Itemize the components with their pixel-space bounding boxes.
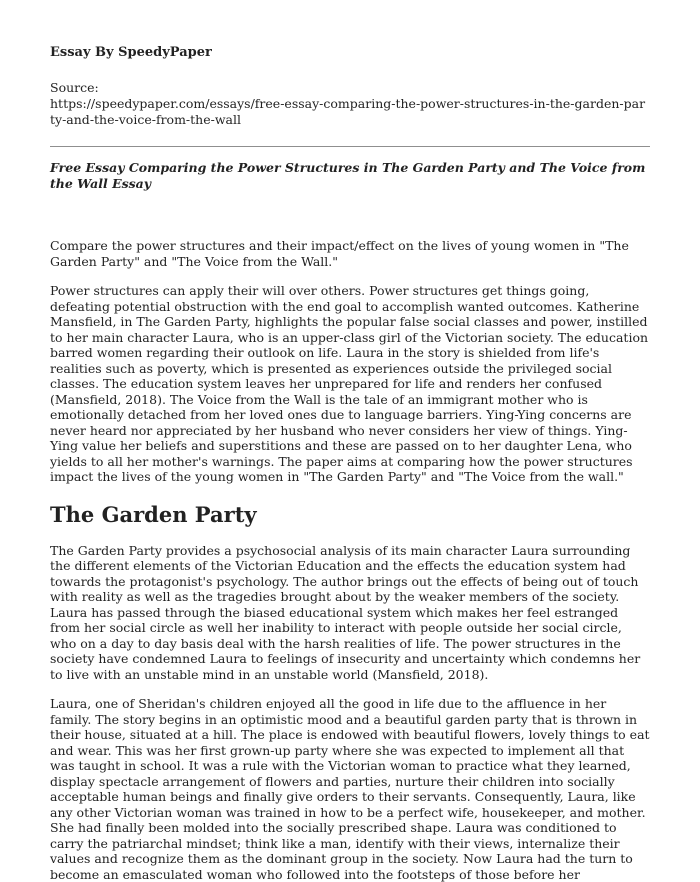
intro-paragraph: Power structures can apply their will over others. Power structures get things going, defeating potential obstruction with the end goal to accomplish wanted outcomes. Katherine Mansfield, in The Garden Party, highlights the popular false social classes and power, instilled to her main character Laura, who is an upper-class girl of the Victorian society. The education barred women regarding their outlook on life. Laura in the story is shielded from life's realities such as poverty, which is presented as experiences outside the privileged social classes. The education system leaves her unprepared for life and renders her confused (Mansfield, 2018). The Voice from the Wall is the tale of an immigrant mother who is emotionally detached from her loved ones due to language barriers. Ying-Ying concerns are never heard nor appreciated by her husband who never considers her view of things. Ying- Ying value her beliefs and superstitions and these are passed on to her daughter Lena, who yields to all her mother's warnings. The paper aims at comparing how the power structures impact the lives of the young women in "The Garden Party" and "The Voice from the wall." [50, 283, 649, 484]
essay-title: Free Essay Comparing the Power Structures in The Garden Party and The Voice from the Wall Essay [50, 160, 646, 191]
section-heading-garden-party: The Garden Party [50, 501, 257, 527]
body-paragraph-1: The Garden Party provides a psychosocial analysis of its main character Laura surrounding the different elements of the Victorian Education and the effects the education system had towards the protagonist's psychology. The author brings out the effects of being out of touch with reality as well as the tragedies brought about by the weaker members of the society. Laura has passed through the biased educational system which makes her feel estranged from her social circle as well her inability to interact with people outside her social circle, who on a day to day basis deal with the harsh realities of life. The power structures in the society have condemned Laura to feelings of insecurity and uncertainty which condemns her to live with an unstable mind in an unstable world (Mansfield, 2018). [50, 542, 641, 682]
essay-prompt: Compare the power structures and their impact/effect on the lives of young women in "The Garden Party" and "The Voice from the Wall." [50, 238, 629, 269]
source-link[interactable]: https://speedypaper.com/essays/free-essay-comparing-the-power-structures-in-the-garden-party-and-the-voice-from-the-wall [50, 96, 646, 127]
site-title: Essay By SpeedyPaper [50, 45, 212, 60]
header-divider [50, 146, 650, 147]
source-label: Source: [50, 80, 99, 95]
body-paragraph-2: Laura, one of Sheridan's children enjoyed all the good in life due to the affluence in her family. The story begins in an optimistic mood and a beautiful garden party that is thrown in their house, situated at a hill. The place is endowed with beautiful flowers, lovely things to eat and wear. This was her first grown-up party where she was expected to implement all that was taught in school. It was a rule with the Victorian woman to practice what they learned, display spectacle arrangement of flowers and parties, nurture their children into socially acceptable human beings and finally give orders to their servants. Consequently, Laura, like any other Victorian woman was trained in how to be a perfect wife, housekeeper, and mother. She had finally been molded into the socially prescribed shape. Laura was conditioned to carry the patriarchal mindset; think like a man, identify with their views, internalize their values and recognize them as the dominant group in the society. Now Laura had the turn to become an emasculated woman who followed into the footsteps of those before her [50, 696, 650, 882]
